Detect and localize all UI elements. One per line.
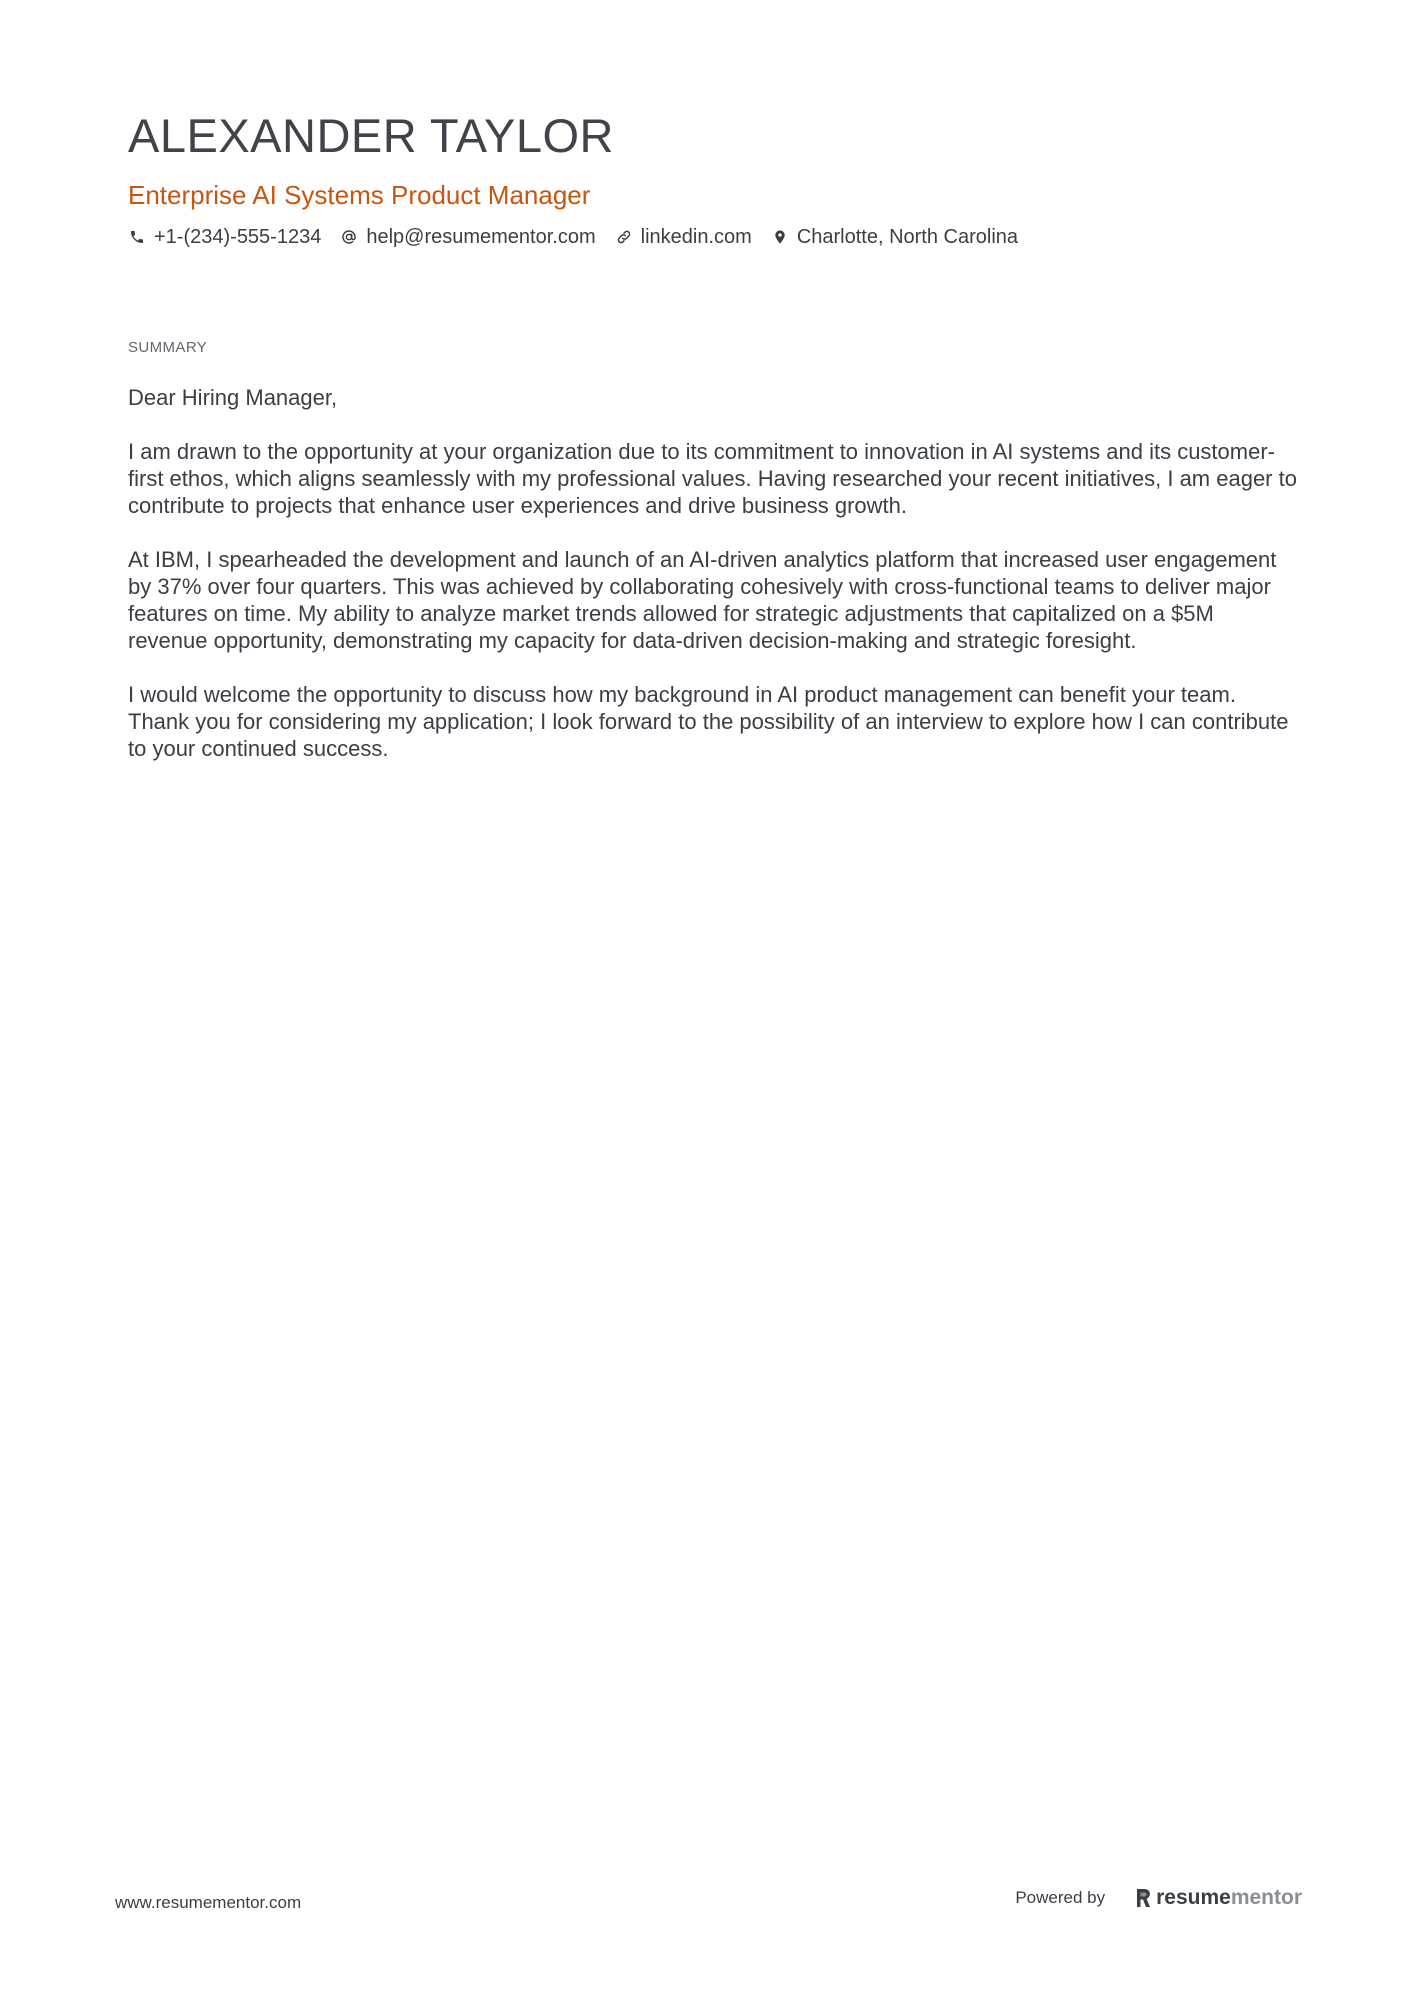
resumementor-logo-icon [1135, 1888, 1152, 1908]
phone-icon [128, 228, 146, 246]
powered-by-label: Powered by [1015, 1888, 1106, 1907]
contact-email[interactable] [340, 227, 595, 247]
letter-body [128, 384, 1298, 789]
contact-linkedin[interactable] [615, 227, 752, 247]
job-title: Enterprise AI Systems Product Manager [128, 180, 591, 210]
brand-name-part2: mentor [1230, 1886, 1302, 1909]
letter-salutation: Dear Hiring Manager, [128, 385, 338, 410]
contact-linkedin-text[interactable]: linkedin.com [640, 226, 752, 248]
contact-row [128, 227, 1037, 247]
brand-logo[interactable] [1135, 1887, 1302, 1908]
link-icon [615, 228, 633, 246]
at-icon [340, 228, 358, 246]
contact-email-text[interactable]: help@resumementor.com [366, 226, 596, 248]
brand-name-part1: resume [1156, 1886, 1231, 1909]
candidate-name: ALEXANDER TAYLOR [128, 109, 614, 162]
footer-website[interactable]: www.resumementor.com [115, 1893, 302, 1912]
letter-paragraph-1: I am drawn to the opportunity at your organization due to its commitment to innovation in AI systems and its customer-first ethos, which aligns seamlessly with my professional values. Having researched your recent initiatives, I am eager to contribute to projects that enhance user experiences and drive business growth. [128, 439, 1297, 518]
location-pin-icon [771, 228, 789, 246]
letter-paragraph-2: At IBM, I spearheaded the development and launch of an AI-driven analytics platform that increased user engagement by 37% over four quarters. This was achieved by collaborating cohesively with cross-functional teams to deliver major features on time. My ability to analyze market trends allowed for strategic adjustments that capitalized on a $5M revenue opportunity, demonstrating my capacity for data-driven decision-making and strategic foresight. [128, 547, 1277, 653]
contact-location [771, 227, 1018, 247]
footer-branding [1015, 1887, 1302, 1908]
contact-phone-text: +1-(234)-555-1234 [154, 226, 322, 248]
section-heading-summary: SUMMARY [128, 339, 208, 356]
letter-paragraph-3: I would welcome the opportunity to discuss how my background in AI product management can benefit your team. Thank you for considering my application; I look forward to the possibility of an interview to explore how I can contribute to your continued success. [128, 682, 1289, 761]
contact-phone [128, 227, 321, 247]
contact-location-text: Charlotte, North Carolina [796, 226, 1019, 248]
